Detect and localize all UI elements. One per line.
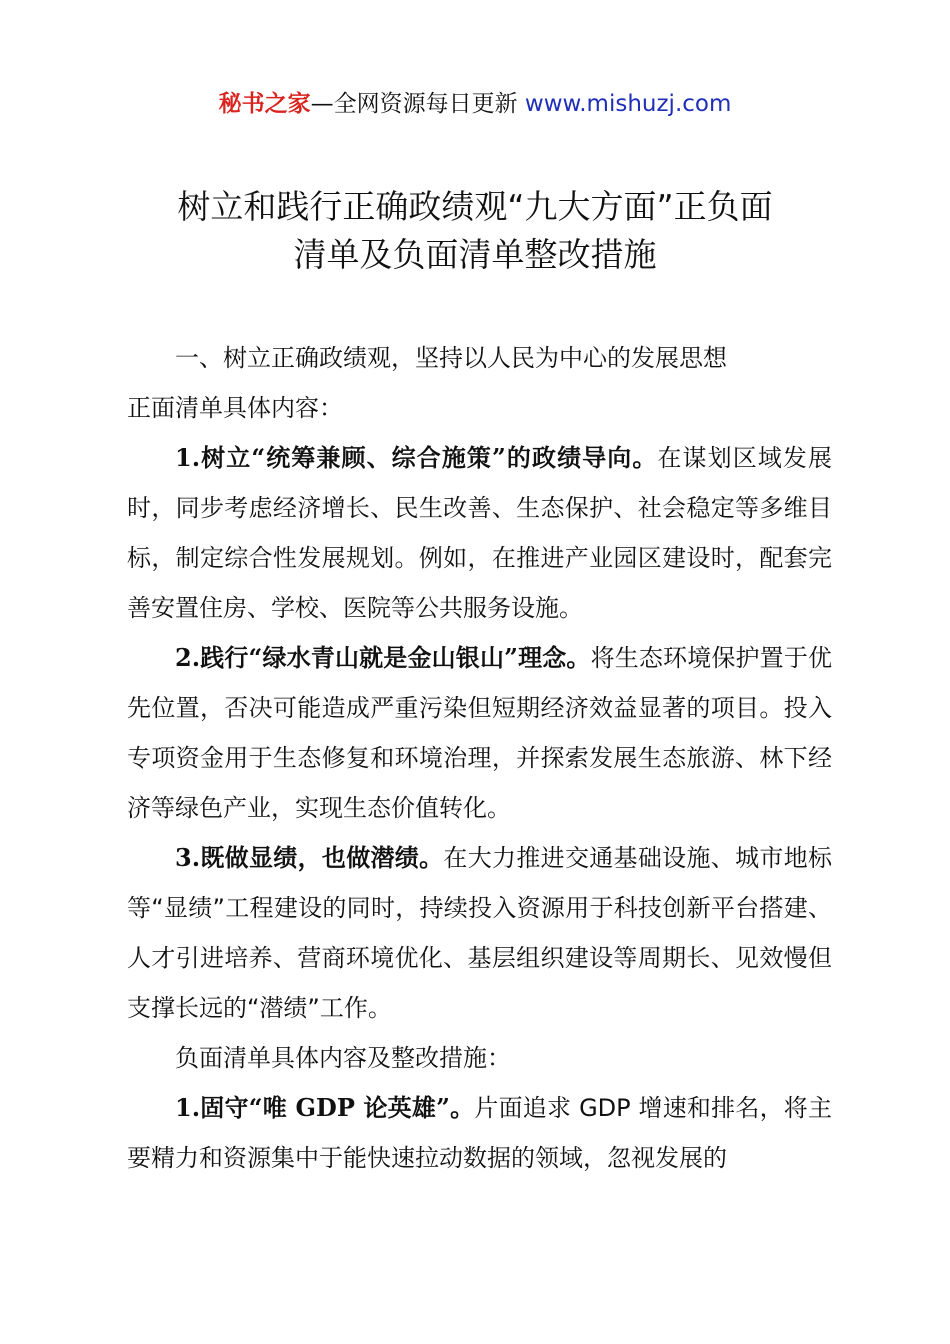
positive-item-2 (127, 633, 832, 833)
item-lead: 3.既做显绩，也做潜绩。 (175, 843, 444, 872)
item-text: 将生态环境保护置于优先位置，否决可能造成严重污染但短期经济效益显著的项目。投入专项资金用于生态修复和环境治理，并探索发展生态旅游、林下经济等绿色产业，实现生态价值转化。 (127, 644, 833, 822)
negative-item-1 (127, 1083, 832, 1183)
document-title (120, 183, 830, 279)
item-text: 在大力推进交通基础设施、城市地标等“显绩”工程建设的同时，持续投入资源用于科技创新平台搭建、人才引进培养、营商环境优化、基层组织建设等周期长、见效慢但支撑长远的“潜绩”工作。 (127, 844, 833, 1022)
positive-list-label: 正面清单具体内容： (127, 394, 343, 422)
site-header (0, 86, 950, 122)
item-text: 片面追求 GDP 增速和排名，将主要精力和资源集中于能快速拉动数据的领域，忽视发展的 (127, 1094, 833, 1172)
section-heading: 一、树立正确政绩观，坚持以人民为中心的发展思想 (175, 344, 727, 372)
header-slogan: —全网资源每日更新 (310, 91, 518, 117)
negative-list-label: 负面清单具体内容及整改措施： (175, 1044, 511, 1072)
item-lead: 2.践行“绿水青山就是金山银山”理念。 (175, 643, 591, 672)
brand-name: 秘书之家 (218, 91, 311, 117)
title-line-1: 树立和践行正确政绩观“九大方面”正负面 (177, 187, 773, 226)
document-body (127, 333, 832, 1183)
item-lead: 1.树立“统筹兼顾、综合施策”的政绩导向。 (175, 443, 658, 472)
title-line-2: 清单及负面清单整改措施 (293, 235, 657, 274)
item-lead: 1.固守“唯 GDP 论英雄”。 (175, 1093, 475, 1122)
positive-item-1 (127, 433, 832, 633)
positive-item-3 (127, 833, 832, 1033)
item-text: 在谋划区域发展时，同步考虑经济增长、民生改善、生态保护、社会稳定等多维目标，制定综合性发展规划。例如，在推进产业园区建设时，配套完善安置住房、学校、医院等公共服务设施。 (127, 444, 833, 622)
site-url-link[interactable]: www.mishuzj.com (524, 91, 732, 117)
